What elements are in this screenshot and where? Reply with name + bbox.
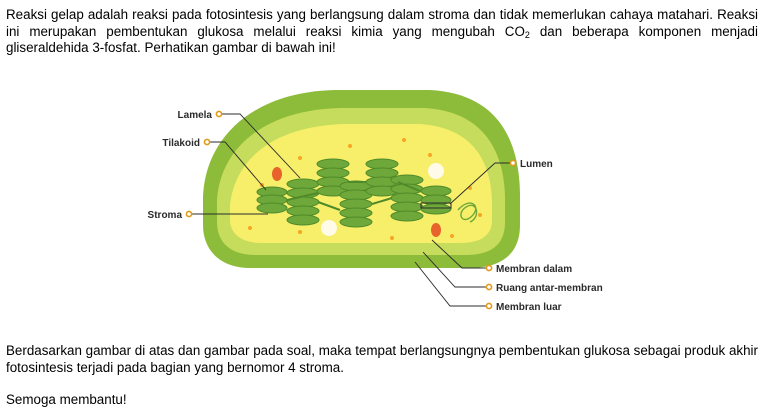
closing-text: Semoga membantu! <box>6 392 127 407</box>
granule <box>321 220 337 236</box>
co2-subscript: 2 <box>524 29 530 40</box>
label-ruang-antar-membran: Ruang antar-membran <box>496 283 603 294</box>
label-stroma: Stroma <box>147 210 182 221</box>
granum <box>340 181 372 227</box>
question-text-part1: Reaksi gelap adalah reaksi pada fotosintesis yang berlangsung dalam stroma dan tidak memerlukan cahaya matahari. Reaksi ini merupakan pembentukan glukosa melalui reaksi kimia yang mengubah CO <box>6 7 758 39</box>
granum <box>257 187 287 213</box>
granum <box>421 186 451 214</box>
granule <box>428 163 444 179</box>
question-text-part2: dan beberapa komponen menjadi gliseraldehida 3-fosfat. Perhatikan gambar di bawah ini! <box>6 23 758 55</box>
label-membran-luar: Membran luar <box>496 302 562 313</box>
label-membran-dalam: Membran dalam <box>496 264 573 275</box>
label-lumen: Lumen <box>520 159 553 170</box>
label-lamela: Lamela <box>177 110 212 121</box>
ribosome <box>272 167 282 181</box>
answer-paragraph: Berdasarkan gambar di atas dan gambar pada soal, maka tempat berlangsungnya pembentukan glukosa sebagai produk akhir fotosintesis terjadi pada bagian yang bernomor 4 stroma. <box>6 343 758 375</box>
label-tilakoid: Tilakoid <box>162 138 200 149</box>
granum <box>391 175 423 221</box>
granum <box>287 179 319 225</box>
ribosome <box>431 223 441 237</box>
